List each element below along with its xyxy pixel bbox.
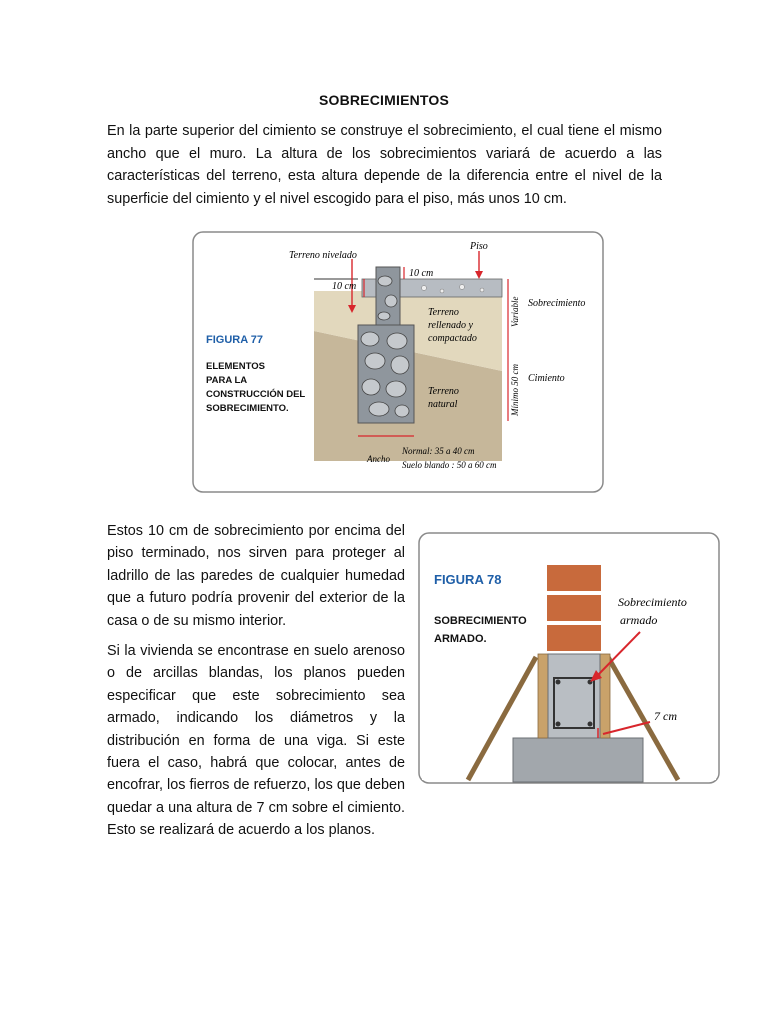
- cimiento-footing: [513, 738, 643, 782]
- figure-78-caption-2: ARMADO.: [434, 633, 487, 645]
- figure-77-caption-4: SOBRECIMIENTO.: [206, 403, 289, 414]
- text-column: [107, 520, 405, 850]
- paragraph-3: Si la vivienda se encontrase en suelo arenoso o de arcillas blandas, los planos pueden especificar que este sobrecimiento sea armado, indicando los diámetros y la distribución en forma de una viga. Si este fuera el caso, habrá que colocar, antes de encofrar, los fierros de refuerzo, los que deben quedar a una altura de 7 cm sobre el cimiento. Esto se realizará de acuerdo a los planos.: [107, 643, 405, 839]
- brick-2: [546, 594, 602, 622]
- intro-paragraph: En la parte superior del cimiento se construye el sobrecimiento, el cual tiene el mismo ancho que el muro. La altura de los sobrecimientos variará de acuerdo a las características del terreno, esta altura depende de la diferencia entre el nivel de la superficie del cimiento y el nivel escogido para el piso, más unos 10 cm.: [107, 123, 662, 207]
- label-terreno-relleno-2: rellenado y: [428, 320, 473, 331]
- label-normal: Normal: 35 a 40 cm: [402, 446, 475, 456]
- label-sobrecimiento-armado-1: Sobrecimiento: [618, 595, 687, 609]
- sobrecimiento-armado-beam: [548, 654, 600, 738]
- page-title: SOBRECIMIENTOS: [318, 92, 450, 108]
- label-cimiento: Cimiento: [528, 373, 565, 384]
- figure-78: [418, 532, 720, 784]
- label-piso: Piso: [470, 241, 488, 252]
- label-ancho: Ancho: [367, 454, 390, 464]
- figure-77-label: FIGURA 77: [206, 334, 264, 346]
- figure-77: [192, 231, 604, 493]
- label-suelo-blando: Suelo blando : 50 a 60 cm: [402, 460, 497, 470]
- label-minimo: Mínimo 50 cm: [510, 364, 520, 416]
- label-terreno-relleno-3: compactado: [428, 333, 477, 344]
- figure-78-caption-1: SOBRECIMIENTO: [434, 615, 527, 627]
- label-terreno-natural-1: Terreno: [428, 386, 459, 397]
- figure-78-label: FIGURA 78: [434, 572, 502, 587]
- label-terreno-relleno-1: Terreno: [428, 307, 459, 318]
- label-sobrecimiento-armado-2: armado: [620, 613, 658, 627]
- label-10cm-top: 10 cm: [409, 268, 434, 279]
- label-terreno-nivelado: Terreno nivelado: [289, 250, 357, 261]
- label-variable: Variable: [510, 296, 520, 327]
- figure-77-caption-1: ELEMENTOS: [206, 361, 265, 372]
- figure-77-caption-2: PARA LA: [206, 375, 248, 386]
- label-terreno-natural-2: natural: [428, 399, 458, 410]
- brick-3: [546, 624, 602, 652]
- brick-1: [546, 564, 602, 592]
- label-sobrecimiento: Sobrecimiento: [528, 298, 586, 309]
- figure-77-caption-3: CONSTRUCCIÓN DEL: [206, 389, 306, 400]
- paragraph-2: Estos 10 cm de sobrecimiento por encima del piso terminado, nos sirven para proteger al ladrillo de las paredes de cualquier humedad que a futuro podría provenir del exterior de la casa o de su mismo interior.: [107, 523, 405, 629]
- label-7cm: 7 cm: [654, 709, 677, 723]
- label-10cm-side: 10 cm: [332, 281, 357, 292]
